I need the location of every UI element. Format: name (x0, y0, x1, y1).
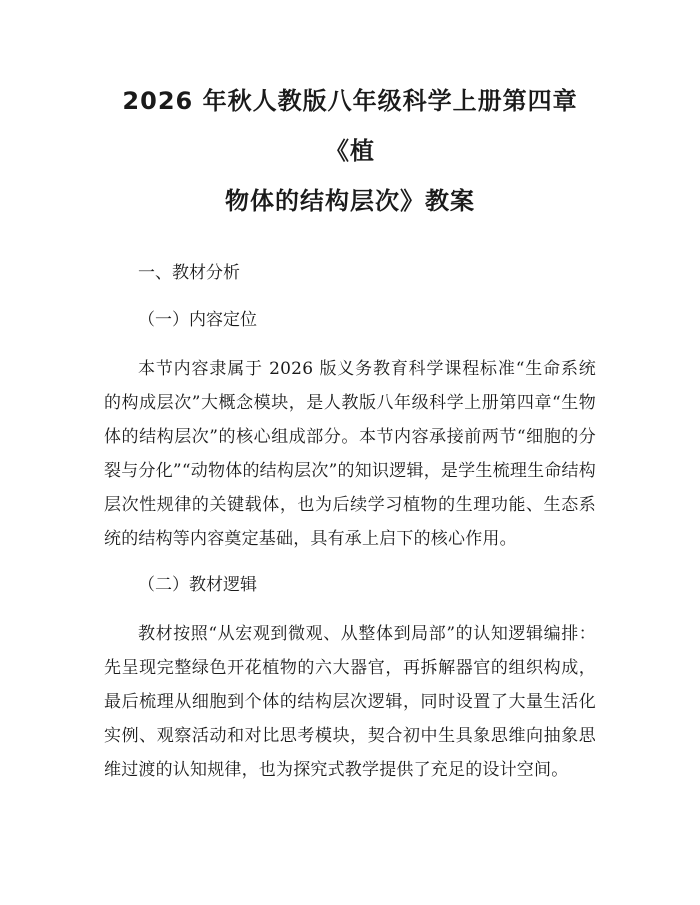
paragraph-textbook-logic: 教材按照“从宏观到微观、从整体到局部”的认知逻辑编排：先呈现完整绿色开花植物的六大器官，再拆解器官的组织构成，最后梳理从细胞到个体的结构层次逻辑，同时设置了大量生活化实例、观察活动和对比思考模块，契合初中生具象思维向抽象思维过渡的认知规律，也为探究式教学提供了充足的设计空间。 (104, 624, 596, 780)
title-line-1: 2026 年秋人教版八年级科学上册第四章《植 (122, 87, 578, 165)
title-line-2: 物体的结构层次》教案 (225, 187, 475, 215)
subsection-heading-content-positioning: （一）内容定位 (138, 310, 257, 330)
section-heading-textbook-analysis: 一、教材分析 (138, 263, 240, 283)
subsection-heading-textbook-logic: （二）教材逻辑 (138, 575, 257, 595)
paragraph-content-positioning: 本节内容隶属于 2026 版义务教育科学课程标准“生命系统的构成层次”大概念模块，是人教版八年级科学上册第四章“生物体的结构层次”的核心组成部分。本节内容承接前两节“细胞的分裂与分化”“动物体的结构层次”的知识逻辑，是学生梳理生命结构层次性规律的关键载体，也为后续学习植物的生理功能、生态系统的结构等内容奠定基础，具有承上启下的核心作用。 (104, 359, 596, 549)
document-title (104, 0, 596, 226)
